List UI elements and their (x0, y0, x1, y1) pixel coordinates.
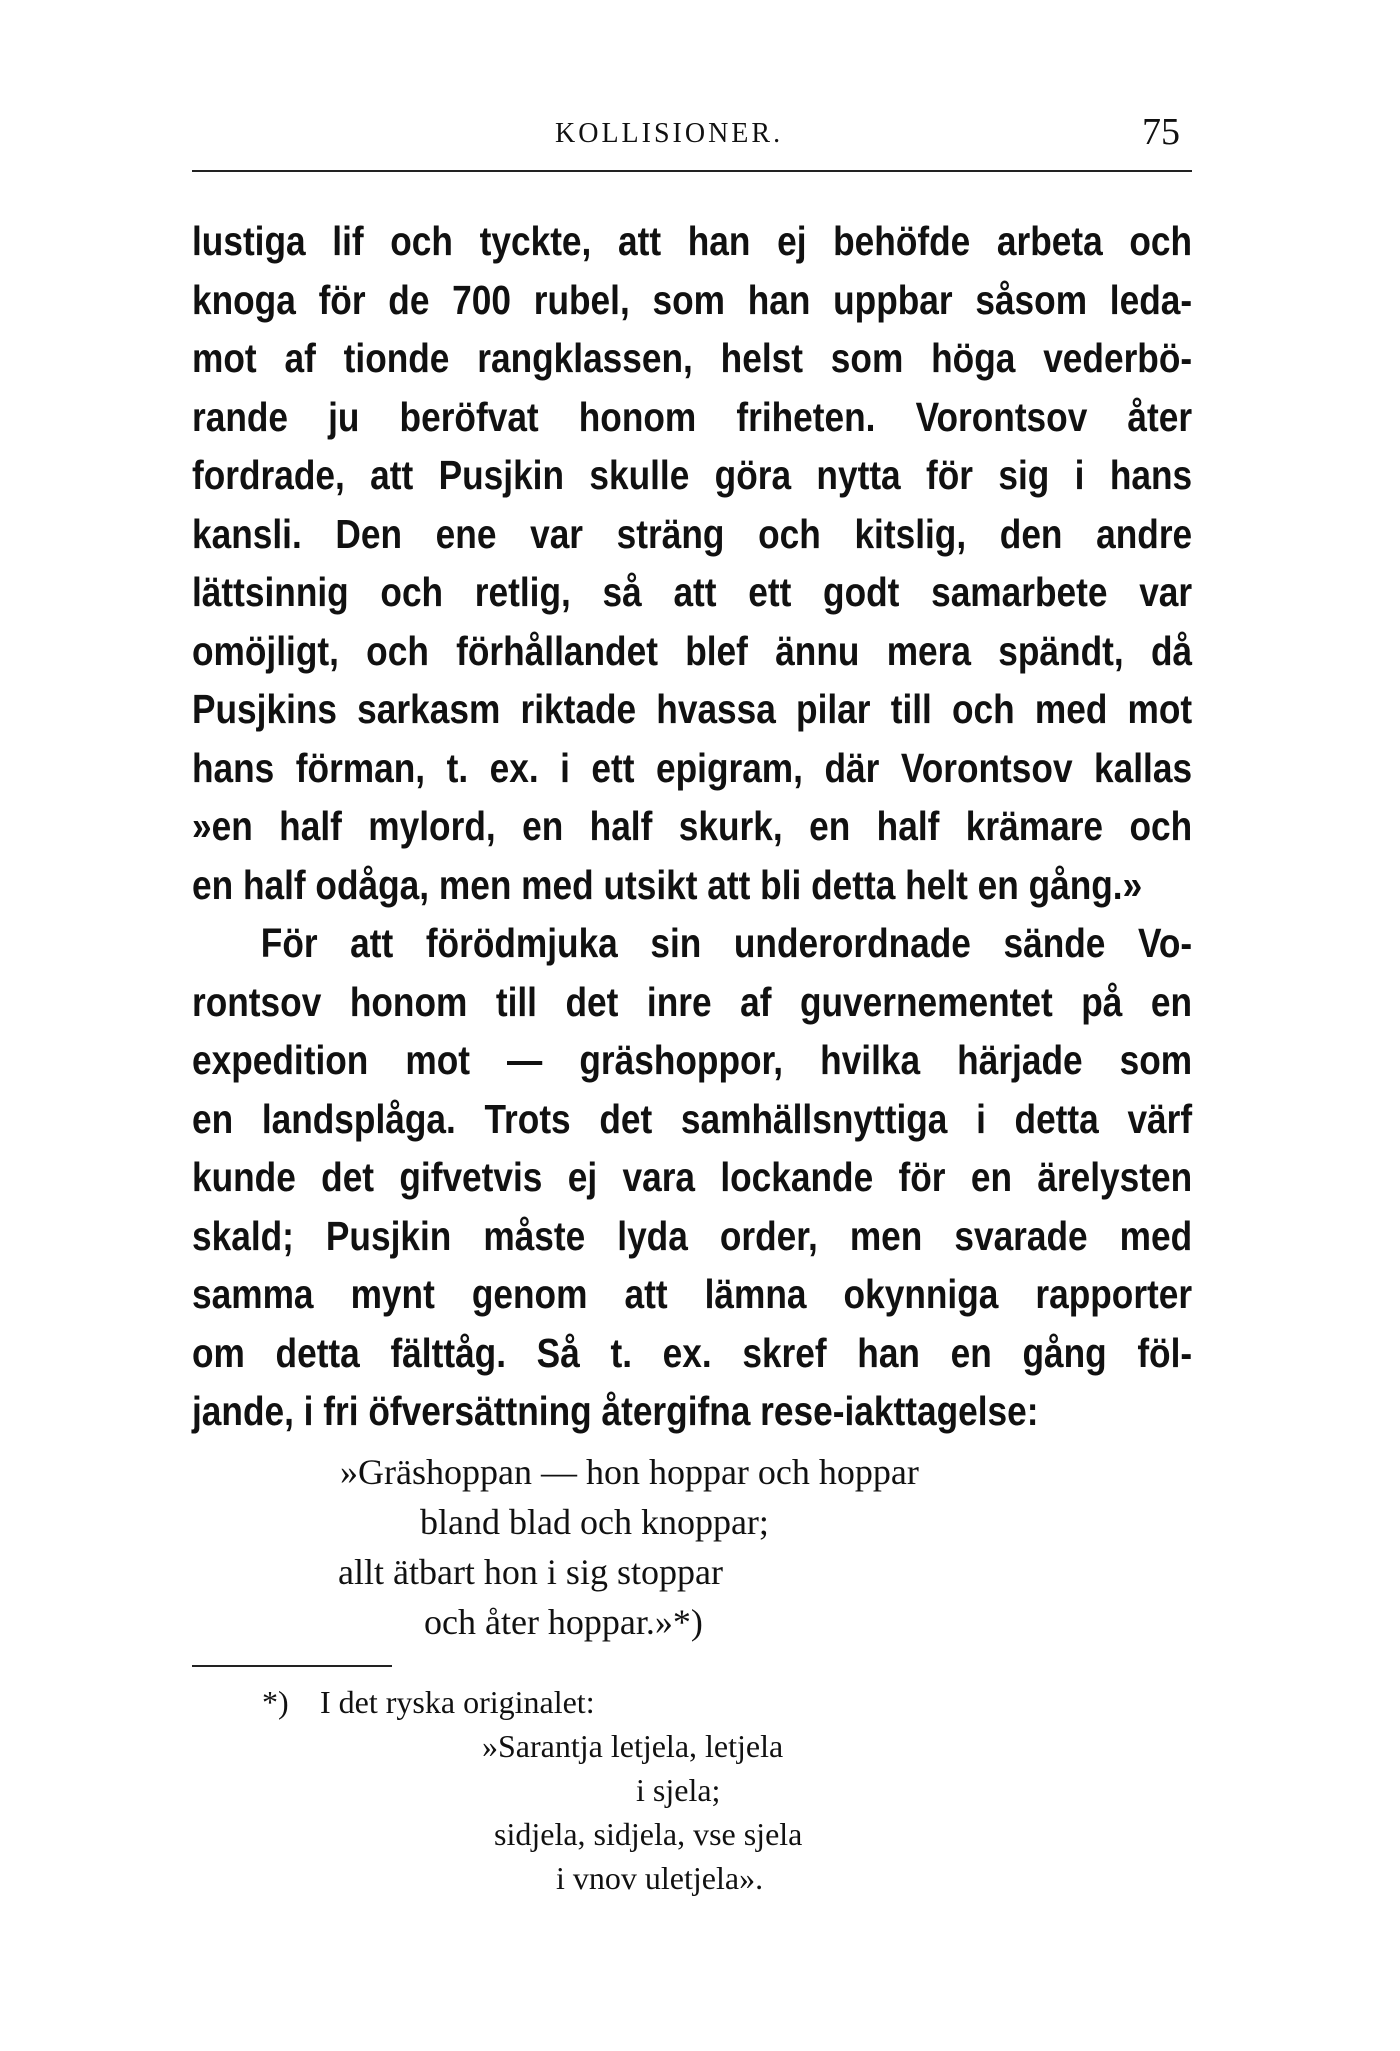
body-line: För att förödmjuka sin underordnade sände Vo- (260, 920, 1193, 966)
footnote-marker: *) (262, 1684, 289, 1720)
verse-line: och åter hoppar.»*) (424, 1602, 703, 1642)
body-text (192, 212, 1192, 1441)
page-number: 75 (1142, 111, 1180, 153)
body-line: skald; Pusjkin måste lyda order, men svarade med (192, 1212, 1193, 1259)
body-line: kunde det gifvetvis ej vara lockande för en ärelysten (192, 1154, 1193, 1200)
body-line: mot af tionde rangklassen, helst som höga vederbö- (192, 335, 1193, 381)
verse-line: bland blad och knoppar; (420, 1502, 769, 1542)
footnote-verse-line: i vnov uletjela». (556, 1860, 764, 1896)
body-line: rontsov honom till det inre af guvernementet på en (192, 978, 1193, 1025)
body-line: en half odåga, men med utsikt att bli detta helt en gång.» (192, 861, 1143, 908)
body-line: samma mynt genom att lämna okynniga rapporter (192, 1271, 1193, 1317)
body-line: en landsplåga. Trots det samhällsnyttiga i detta värf (192, 1095, 1193, 1142)
footnote-verse-line: sidjela, sidjela, vse sjela (494, 1816, 803, 1852)
verse-line: allt ätbart hon i sig stoppar (338, 1552, 723, 1592)
body-line: »en half mylord, en half skurk, en half krämare och (192, 803, 1193, 849)
body-line: kansli. Den ene var sträng och kitslig, den andre (192, 510, 1193, 557)
body-line: omöjligt, och förhållandet blef ännu mera spändt, då (192, 627, 1193, 674)
footnote-verse-line: i sjela; (636, 1772, 721, 1808)
body-line: hans förman, t. ex. i ett epigram, där Vorontsov kallas (192, 744, 1193, 791)
footnote-intro: I det ryska originalet: (320, 1684, 595, 1720)
body-line: expedition mot — gräshoppor, hvilka härjade som (192, 1037, 1193, 1083)
body-line: jande, i fri öfversättning återgifna rese-iakttagelse: (192, 1388, 1039, 1434)
body-line: rande ju beröfvat honom friheten. Vorontsov åter (192, 393, 1193, 440)
header-rule (192, 170, 1192, 172)
body-line: lustiga lif och tyckte, att han ej behöfde arbeta och (192, 218, 1193, 264)
footnote-verse-line: »Sarantja letjela, letjela (482, 1728, 784, 1764)
verse-line: »Gräshoppan — hon hoppar och hoppar (340, 1452, 919, 1492)
running-title: KOLLISIONER. (555, 118, 784, 149)
body-line: Pusjkins sarkasm riktade hvassa pilar till och med mot (192, 686, 1193, 732)
body-line: lättsinnig och retlig, så att ett godt samarbete var (192, 569, 1193, 615)
body-line: om detta fälttåg. Så t. ex. skref han en gång föl- (192, 1329, 1193, 1376)
page-header (192, 110, 1192, 160)
body-line: knoga för de 700 rubel, som han uppbar såsom leda- (192, 276, 1193, 323)
footnote-rule (192, 1665, 392, 1667)
body-line: fordrade, att Pusjkin skulle göra nytta för sig i hans (192, 452, 1193, 498)
